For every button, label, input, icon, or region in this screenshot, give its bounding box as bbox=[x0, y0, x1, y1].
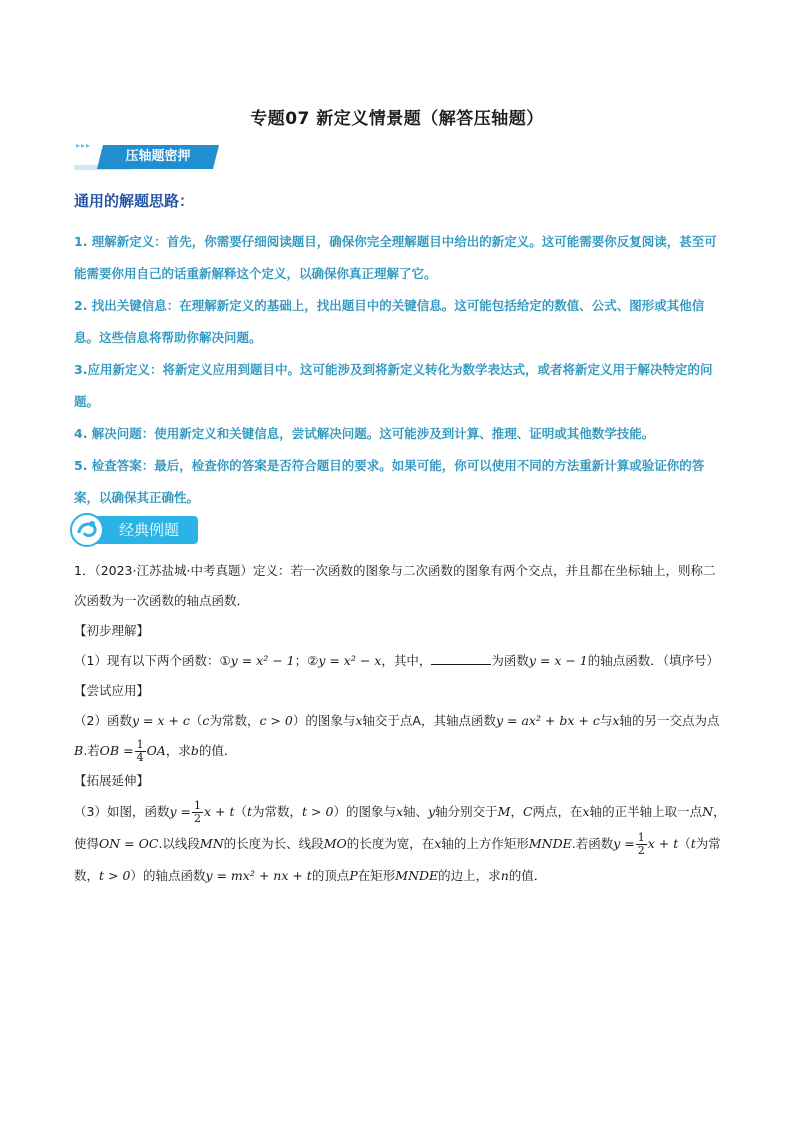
text: ，其中， bbox=[381, 653, 432, 668]
classic-label: 经典例题 bbox=[118, 521, 179, 539]
text: 轴、 bbox=[403, 804, 429, 819]
formula: x + t bbox=[203, 804, 235, 819]
fraction bbox=[636, 832, 647, 857]
text: 为常数， bbox=[252, 804, 303, 819]
text: 的长度为长、线段 bbox=[223, 836, 324, 851]
formula: y = x − 1 bbox=[528, 653, 588, 668]
banner-label: 压轴题密押 bbox=[125, 149, 191, 164]
formula: OB = bbox=[99, 743, 134, 758]
fraction-denominator: 2 bbox=[637, 844, 645, 857]
text: 与 bbox=[599, 713, 613, 728]
formula: MNDE bbox=[395, 868, 439, 883]
formula: MN bbox=[199, 836, 224, 851]
answer-blank[interactable] bbox=[431, 650, 491, 665]
formula: MO bbox=[323, 836, 347, 851]
text: ；② bbox=[294, 653, 319, 668]
tips-list bbox=[74, 226, 724, 514]
formula: t > 0 bbox=[99, 868, 131, 883]
formula: y = ax² + bx + c bbox=[495, 713, 600, 728]
fraction-numerator: 1 bbox=[193, 799, 201, 812]
fraction-denominator: 2 bbox=[193, 812, 201, 825]
section-heading: 通用的解题思路： bbox=[74, 192, 195, 210]
tip-item: 4. 解决问题：使用新定义和关键信息，尝试解决问题。这可能涉及到计算、推理、证明或其他数学技能。 bbox=[74, 426, 655, 441]
formula: y = x + c bbox=[131, 713, 190, 728]
formula: M bbox=[497, 804, 511, 819]
fraction bbox=[192, 800, 203, 825]
formula: y = bbox=[613, 836, 635, 851]
text: 轴的上方作矩形 bbox=[441, 836, 529, 851]
question-1 bbox=[74, 646, 726, 676]
tip-item: 3.应用新定义：将新定义应用到题目中。这可能涉及到将新定义转化为数学表达式，或者将新定义用于解决特定的问题。 bbox=[74, 362, 713, 409]
formula: y = bbox=[169, 804, 191, 819]
formula: t bbox=[247, 804, 253, 819]
text: （2）函数 bbox=[74, 713, 132, 728]
formula: b bbox=[190, 743, 199, 758]
formula: t > 0 bbox=[302, 804, 334, 819]
fraction-numerator: 1 bbox=[637, 831, 645, 844]
formula: ON = OC bbox=[99, 836, 159, 851]
formula: x bbox=[434, 836, 442, 851]
formula: B bbox=[74, 743, 84, 758]
fraction-denominator: 4 bbox=[136, 751, 144, 764]
section-banner bbox=[74, 137, 224, 177]
formula: t bbox=[690, 836, 696, 851]
formula: N bbox=[702, 804, 714, 819]
formula: y = x² − x bbox=[318, 653, 382, 668]
tip-item: 5. 检查答案：最后，检查你的答案是否符合题目的要求。如果可能，你可以使用不同的方法重新计算或验证你的答案，以确保其正确性。 bbox=[74, 458, 705, 505]
text: 为函数 bbox=[491, 653, 529, 668]
section-label: 【初步理解】 bbox=[74, 623, 150, 638]
problem-intro: 1．（2023·江苏盐城·中考真题）定义：若一次函数的图象与二次函数的图象有两个交点，并且都在坐标轴上，则称二次函数为一次函数的轴点函数． bbox=[74, 563, 716, 608]
formula: c bbox=[202, 713, 210, 728]
formula: y = mx² + nx + t bbox=[205, 868, 312, 883]
text: 的顶点 bbox=[311, 868, 350, 883]
problem-1 bbox=[74, 556, 726, 892]
text: 轴分别交于 bbox=[435, 804, 498, 819]
text: （ bbox=[678, 836, 691, 851]
formula: c > 0 bbox=[259, 713, 293, 728]
section-label: 【尝试应用】 bbox=[74, 683, 150, 698]
text: ， bbox=[510, 804, 523, 819]
text: ） bbox=[130, 868, 143, 883]
text: （3）如图，函数 bbox=[74, 804, 170, 819]
text: 为常数， bbox=[74, 836, 721, 883]
text: （ bbox=[234, 804, 247, 819]
text: .若函数 bbox=[571, 836, 614, 851]
section-label: 【拓展延伸】 bbox=[74, 773, 150, 788]
text: 轴交于点A，其轴点函数 bbox=[362, 713, 496, 728]
text: 的值． bbox=[198, 743, 237, 758]
formula: y bbox=[428, 804, 436, 819]
arrow-dots-icon: ▸▸▸ bbox=[76, 141, 92, 150]
formula: x bbox=[395, 804, 404, 819]
text: 的轴点函数 bbox=[142, 868, 206, 883]
fraction bbox=[135, 739, 146, 764]
text: ）的图象与 bbox=[333, 804, 396, 819]
question-3 bbox=[74, 796, 726, 892]
classic-banner bbox=[68, 513, 200, 547]
text: 的值． bbox=[508, 868, 547, 883]
fraction-numerator: 1 bbox=[136, 738, 144, 751]
formula: C bbox=[522, 804, 533, 819]
text: ，使得 bbox=[74, 804, 726, 851]
text: 的边上，求 bbox=[438, 868, 501, 883]
formula: y = x² − 1 bbox=[230, 653, 295, 668]
formula: x + t bbox=[647, 836, 679, 851]
text: ）的图象与 bbox=[292, 713, 356, 728]
text: .以线段 bbox=[158, 836, 200, 851]
formula: x bbox=[355, 713, 363, 728]
text: （ bbox=[189, 713, 203, 728]
question-2 bbox=[74, 706, 726, 766]
page-title: 专题07 新定义情景题（解答压轴题） bbox=[250, 109, 544, 129]
text: 的轴点函数．（填序号） bbox=[587, 653, 720, 668]
tip-item: 2. 找出关键信息：在理解新定义的基础上，找出题目中的关键信息。这可能包括给定的数值、公式、图形或其他信息。这些信息将帮助你解决问题。 bbox=[74, 298, 705, 345]
text: 轴的正半轴上取一点 bbox=[589, 804, 703, 819]
formula: P bbox=[349, 868, 358, 883]
formula: OA bbox=[146, 743, 166, 758]
text: .若 bbox=[83, 743, 100, 758]
formula: x bbox=[582, 804, 590, 819]
text: 在矩形 bbox=[357, 868, 396, 883]
text: 轴的另一交点为点 bbox=[619, 713, 720, 728]
text: （1）现有以下两个函数：① bbox=[74, 653, 231, 668]
tip-item: 1. 理解新定义：首先，你需要仔细阅读题目，确保你完全理解题目中给出的新定义。这可能需要你反复阅读，甚至可能需要你用自己的话重新解释这个定义，以确保你真正理解了它。 bbox=[74, 234, 717, 281]
formula: MNDE bbox=[528, 836, 572, 851]
text: 的长度为宽，在 bbox=[346, 836, 435, 851]
swirl-icon bbox=[70, 513, 104, 547]
text: 两点，在 bbox=[532, 804, 583, 819]
formula: x bbox=[612, 713, 620, 728]
formula: n bbox=[500, 868, 509, 883]
text: 为常数， bbox=[209, 713, 260, 728]
text: ，求 bbox=[165, 743, 191, 758]
